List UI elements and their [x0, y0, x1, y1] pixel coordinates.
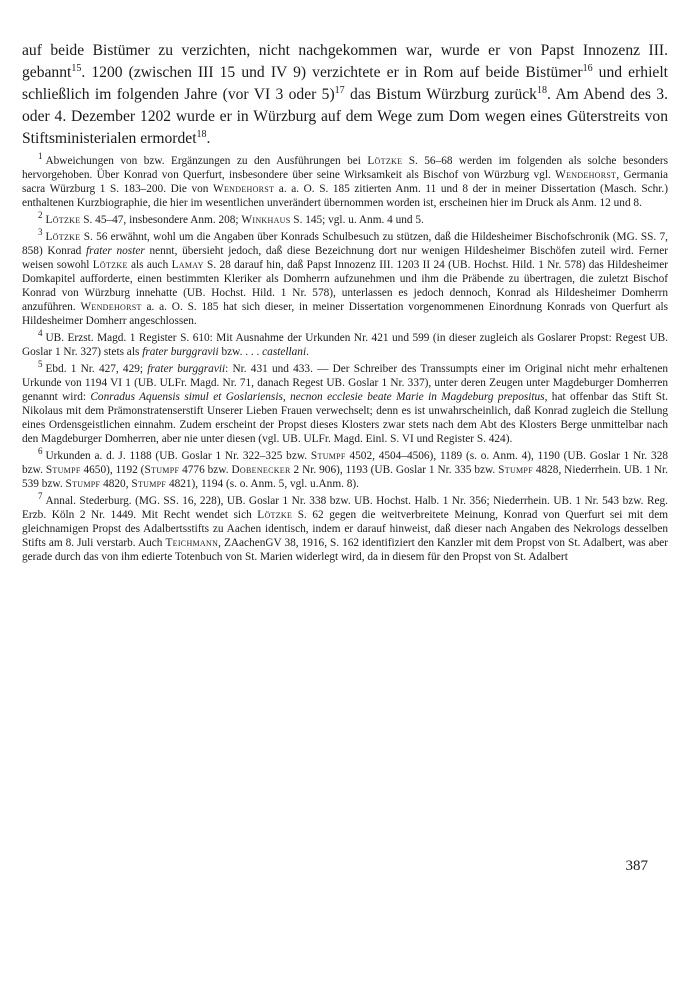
- author-name: Stumpf: [131, 478, 167, 490]
- author-name: Stumpf: [498, 464, 533, 476]
- footnote-text: 4650), 1192 (: [80, 464, 145, 476]
- footnote-text: S. 28 darauf hin, daß Papst Innozenz III. 1203 II 24 (UB. Hochst. Hild. 1 Nr. 578) das Hildesheimer Domkapitel aufforderte, einen bestimmten Kleriker als Domherrn aufzunehmen und ihm die Präbende zu übertragen, die zuletzt Bischof Konrad von Würzburg innehatte (UB. Hochst. Hild. 1 Nr. 578), unterlassen es jedoch dennoch, Konrad als Hildesheimer Domherrn anzuführen.: [22, 259, 668, 313]
- footnote-text: S. 62 gegen die weitverbreitete Meinung, Konrad von Querfurt sei mit dem gleichnamigen Propst des Adalbertsstifts zu Aachen identisch, indem er darauf hinweist, daß dieser nach Angaben des Nekrologs desselben Stifts am 8. Juli verstarb. Auch: [22, 509, 668, 549]
- footnote-number: 3: [38, 227, 43, 238]
- author-name: Wendehorst: [555, 169, 617, 181]
- body-text: . Am Abend des 3. oder 4. Dezember 1202 wurde er in Würzburg auf dem Wege zum Dom wegen eines Güterstreits von Stiftsministerialen ermordet: [22, 86, 668, 147]
- page-content: [22, 40, 668, 567]
- latin-quote: Conradus Aquensis simul et Goslariensis, necnon ecclesie beate Marie in Magdeburg prepositus: [90, 391, 545, 403]
- footnote-7: [22, 491, 669, 564]
- body-text: auf beide Bistümer zu verzichten, nicht nachgekommen war, wurde er von Papst Innozenz III. gebannt: [22, 42, 668, 81]
- footnote-text: 4828, Niederrhein. UB. 1 Nr. 539 bzw.: [22, 464, 668, 490]
- main-paragraph: [22, 40, 668, 150]
- footnote-text: Ebd. 1 Nr. 427, 429;: [45, 363, 148, 375]
- footnote-text: UB. Erzst. Magd. 1 Register S. 610: Mit Ausnahme der Urkunden Nr. 421 und 599 (in dieser zugleich als Goslarer Propst: Regest UB. Goslar 1 Nr. 327) stets als: [22, 332, 668, 358]
- footnote-4: [22, 328, 668, 359]
- footnote-text: S. 45–47, insbesondere Anm. 208;: [80, 214, 242, 226]
- footnote-text: 4820,: [100, 478, 132, 490]
- body-text: . 1200 (zwischen III 15 und IV 9) verzichtete er in Rom auf beide Bistümer: [81, 64, 583, 81]
- footnote-ref[interactable]: 15: [71, 62, 82, 74]
- latin-quote: castellani: [262, 346, 307, 358]
- footnote-text: Abweichungen von bzw. Ergänzungen zu den Ausführungen bei: [45, 155, 368, 167]
- footnote-text: 4776 bzw.: [179, 464, 232, 476]
- footnote-text: : Nr. 431 und 433. — Der Schreiber des Transsumpts einer im Original nicht mehr erhaltenen Urkunde von 1194 VI 1 (UB. ULFr. Magd. Nr. 71, danach Regest UB. Goslar 1 Nr. 337), unter deren Zeugen unter Magdeburger Domherren genannt wird:: [22, 363, 669, 403]
- author-name: Teichmann: [165, 537, 219, 549]
- footnote-text: Urkunden a. d. J. 1188 (UB. Goslar 1 Nr. 322–325 bzw.: [45, 450, 311, 462]
- author-name: Lamay: [171, 259, 204, 271]
- footnote-text: 4821), 1194 (s. o. Anm. 5, vgl. u.Anm. 8).: [166, 478, 360, 490]
- footnote-text: S. 56–68 werden im folgenden als solche besonders hervorgehoben. Über Konrad von Querfurt, insbesondere über seine Wirksamkeit als Bischof von Würzburg vgl.: [22, 155, 668, 181]
- footnote-6: [22, 446, 669, 491]
- body-text: das Bistum Würzburg zurück: [344, 86, 537, 103]
- footnote-ref[interactable]: 18: [536, 84, 547, 96]
- footnote-text: nennt, übersieht jedoch, daß diese Bezeichnung dort nur wenigen Hildesheimer Bischöfen zuteil wird. Ferner weisen sowohl: [22, 245, 668, 271]
- footnote-text: a. a. O. S. 185 hat sich dieser, in meiner Dissertation vorgenommenen Einordnung Konrads von Querfurt als Hildesheimer Domherr angeschlossen.: [22, 301, 668, 327]
- footnote-number: 5: [38, 359, 43, 370]
- footnote-3: [22, 227, 668, 328]
- footnote-number: 6: [38, 446, 43, 457]
- body-text: .: [206, 130, 211, 147]
- footnote-text: , Germania sacra Würzburg 1 S. 183–200. Die von: [22, 169, 669, 195]
- footnote-text: a. a. O. S. 185 zitierten Anm. 11 und 8 der in meiner Dissertation (Masch. Schr.) enthaltenen Kurzbiographie, die hier im wesentlichen unverändert übernommen worden ist, erscheinen hier im Druck als Anm. 12 und 8.: [22, 183, 669, 209]
- footnote-text: 4502, 4504–4506), 1189 (s. o. Anm. 4), 1190 (UB. Goslar 1 Nr. 328 bzw.: [22, 450, 669, 476]
- footnote-number: 1: [38, 151, 43, 162]
- footnote-text: , ZAachenGV 38, 1916, S. 162 identifiziert den Kanzler mit dem Propst von St. Adalbert, was aber gerade durch das von ihm edierte Totenbuch von St. Marien widerlegt wird, da in diesem für den Propst von St. Adalbert: [22, 537, 669, 563]
- footnote-number: 2: [38, 210, 43, 221]
- footnote-1: [22, 151, 669, 210]
- author-name: Dobenecker: [231, 464, 291, 476]
- author-name: Lötzke: [45, 214, 81, 226]
- footnotes-section: [22, 151, 669, 564]
- footnote-number: 7: [38, 491, 43, 502]
- author-name: Wendehorst: [213, 183, 275, 195]
- author-name: Lötzke: [257, 509, 293, 521]
- footnote-2: [22, 210, 668, 227]
- author-name: Lötzke: [45, 231, 81, 243]
- author-name: Stumpf: [45, 464, 81, 476]
- body-text: und erhielt schließlich im folgenden Jahre (vor VI 3 oder 5): [22, 64, 668, 103]
- footnote-ref[interactable]: 17: [334, 84, 345, 96]
- latin-quote: frater burggravii: [142, 346, 219, 358]
- footnote-text: , hat offenbar das Stift St. Nikolaus mit dem Prämonstratenserstift Unserer Lieben Frauen verwechselt; denn es ist unwahrscheinlich, daß Konrad zugleich die Stellung eines Ordensgeistlichen einnahm. Zudem erscheint der Propst dieses Klosters zwar stets nach dem Abt des Klosters Berge unmittelbar nach den Magdeburger Domherren, aber nie unter diesen (vgl. UB. ULFr. Magd. Einl. S. VI und Register S. 424).: [22, 391, 668, 445]
- footnote-text: als auch: [127, 259, 172, 271]
- author-name: Stumpf: [144, 464, 180, 476]
- footnote-5: [22, 359, 669, 446]
- author-name: Wendehorst: [80, 301, 142, 313]
- author-name: Lötzke: [367, 155, 403, 167]
- author-name: Lötzke: [92, 259, 128, 271]
- footnote-text: S. 145; vgl. u. Anm. 4 und 5.: [290, 214, 424, 226]
- footnote-number: 4: [38, 328, 43, 339]
- footnote-text: Annal. Stederburg. (MG. SS. 16, 228), UB. Goslar 1 Nr. 338 bzw. UB. Hochst. Halb. 1 Nr. 356; Niederrhein. UB. 1 Nr. 543 bzw. Reg. Erzb. Köln 2 Nr. 1449. Mit Recht wendet sich: [22, 495, 668, 521]
- footnote-text: bzw. . . .: [218, 346, 263, 358]
- footnote-ref[interactable]: 16: [582, 62, 593, 74]
- page-number: 387: [625, 858, 648, 874]
- footnote-ref[interactable]: 18: [196, 128, 207, 140]
- footnote-text: .: [306, 346, 309, 358]
- author-name: Stumpf: [65, 478, 101, 490]
- latin-quote: frater burggravii: [147, 363, 226, 375]
- footnote-text: 2 Nr. 906), 1193 (UB. Goslar 1 Nr. 335 bzw.: [290, 464, 499, 476]
- footnote-text: S. 56 erwähnt, wohl um die Angaben über Konrads Schulbesuch zu stützen, daß die Hildesheimer Bischofschronik (MG. SS. 7, 858) Konrad: [22, 231, 668, 257]
- latin-quote: frater noster: [86, 245, 145, 257]
- author-name: Stumpf: [310, 450, 346, 462]
- author-name: Winkhaus: [241, 214, 291, 226]
